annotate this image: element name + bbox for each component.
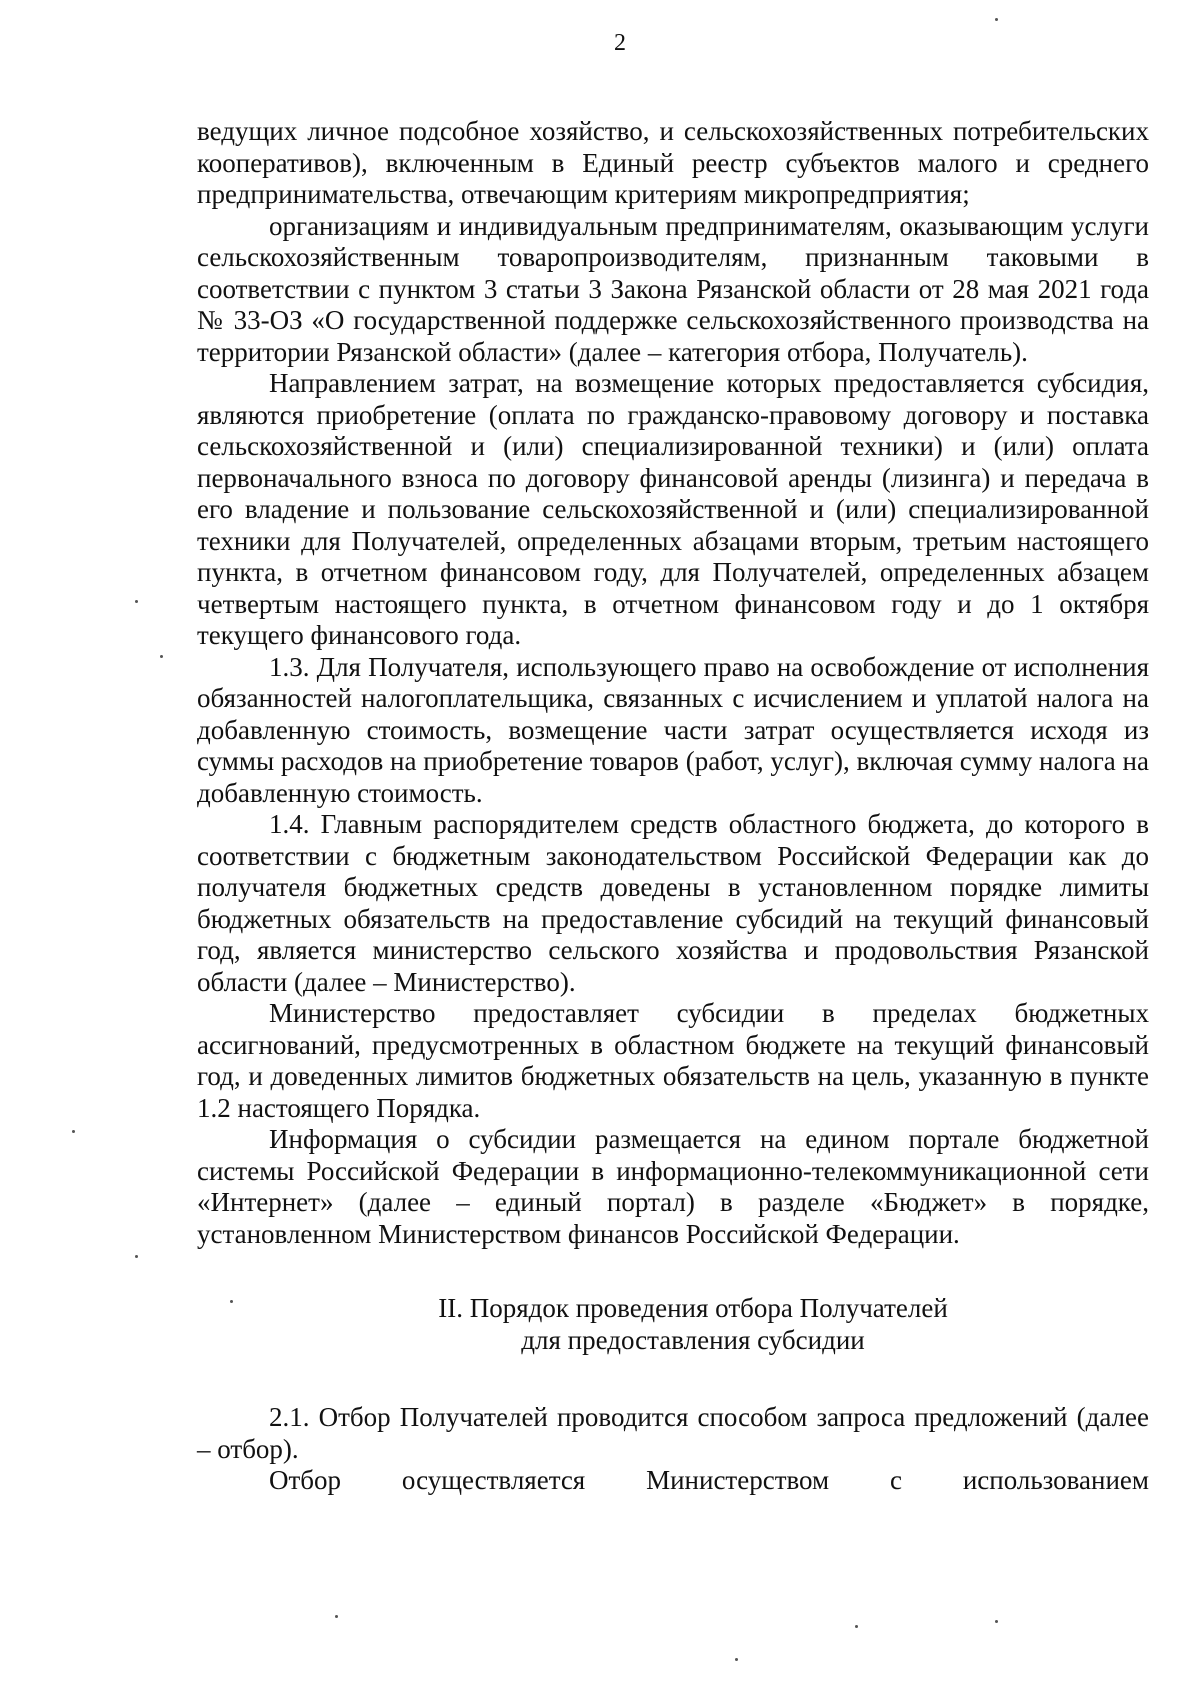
scan-speck: [135, 1255, 138, 1258]
paragraph-service-organizations: организациям и индивидуальным предпринимателям, оказывающим услуги сельскохозяйственным товаропроизводителям, признанным таковыми в соответствии с пунктом 3 статьи 3 Закона Рязанской области от 28 мая 2021 года № 33-ОЗ «О государственной поддержке сельскохозяйственного производства на территории Рязанской области» (далее – категория отбора, Получатель).: [197, 210, 1149, 367]
paragraph-1-3-vat: 1.3. Для Получателя, использующего право на освобождение от исполнения обязанностей налогоплательщика, связанных с исчислением и уплатой налога на добавленную стоимость, возмещение части затрат осуществляется исходя из суммы расходов на приобретение товаров (работ, услуг), включая сумму налога на добавленную стоимость.: [197, 651, 1149, 808]
paragraph-1-4-main-manager: 1.4. Главным распорядителем средств областного бюджета, до которого в соответствии с бюджетным законодательством Российской Федерации как до получателя бюджетных средств доведены в установленном порядке лимиты бюджетных обязательств на предоставление субсидий на текущий финансовый год, является министерство сельского хозяйства и продовольствия Рязанской области (далее – Министерство).: [197, 809, 1149, 997]
scan-speck: [995, 1620, 998, 1623]
document-body: [197, 116, 1149, 1497]
paragraph-ministry-subsidies: Министерство предоставляет субсидии в пределах бюджетных ассигнований, предусмотренных в областном бюджете на текущий финансовый год, и доведенных лимитов бюджетных обязательств на цель, указанную в пункте 1.2 настоящего Порядка.: [197, 998, 1149, 1123]
section-heading-line-2: для предоставления субсидии: [521, 1324, 865, 1355]
paragraph-cost-direction: Направлением затрат, на возмещение которых предоставляется субсидия, являются приобретение (оплата по гражданско-правовому договору и поставка сельскохозяйственной и (или) специализированной техники) и (или) оплата первоначального взноса по договору финансовой аренды (лизинга) и передача в его владение и пользование сельскохозяйственной и (или) специализированной техники для Получателей, определенных абзацами вторым, третьим настоящего пункта, в отчетном финансовом году, для Получателей, определенных абзацем четвертым настоящего пункта, в отчетном финансовом году и до 1 октября текущего финансового года.: [197, 368, 1149, 650]
scan-speck: [72, 1130, 75, 1133]
paragraph-subsidy-information: Информация о субсидии размещается на едином портале бюджетной системы Российской Федерации в информационно-телекоммуникационной сети «Интернет» (далее – единый портал) в разделе «Бюджет» в порядке, установленном Министерством финансов Российской Федерации.: [197, 1124, 1149, 1249]
scan-speck: [335, 1615, 338, 1618]
section-heading: [197, 1293, 1149, 1356]
paragraph-recipients-continued: ведущих личное подсобное хозяйство, и сельскохозяйственных потребительских кооперативов), включенным в Единый реестр субъектов малого и среднего предпринимательства, отвечающим критериям микропредприятия;: [197, 116, 1149, 209]
page-number: 2: [614, 30, 626, 56]
paragraph-selection-performed: Отбор осуществляется Министерством с использованием: [269, 1465, 1149, 1495]
scan-speck: [855, 1625, 858, 1628]
scan-speck: [995, 18, 998, 21]
scan-speck: [230, 1300, 233, 1303]
section-heading-line-1: II. Порядок проведения отбора Получателей: [438, 1293, 948, 1323]
scan-speck: [735, 1658, 738, 1661]
paragraph-2-1-selection: 2.1. Отбор Получателей проводится способом запроса предложений (далее – отбор).: [197, 1402, 1149, 1464]
scan-speck: [160, 655, 163, 658]
scan-speck: [135, 600, 138, 603]
